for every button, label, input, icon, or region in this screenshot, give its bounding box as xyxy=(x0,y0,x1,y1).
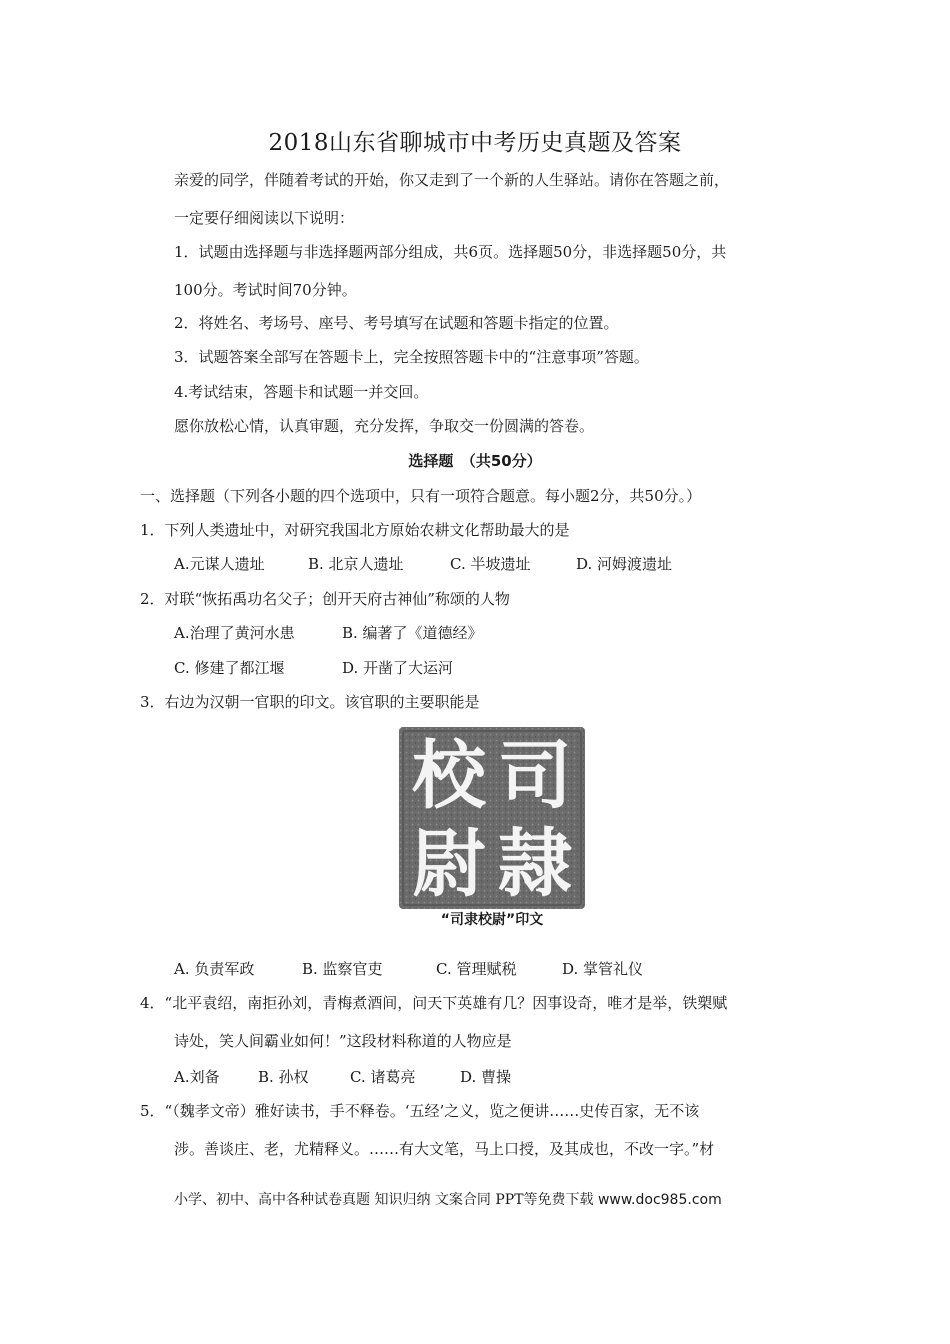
q1-option-a: A.元谋人遗址 xyxy=(174,555,265,573)
seal-caption: “司隶校尉”印文 xyxy=(440,912,544,928)
q3-option-a: A. 负责军政 xyxy=(174,960,255,978)
q3-stem: 3．右边为汉朝一官职的印文。该官职的主要职能是 xyxy=(140,693,480,711)
q5-line-1: 5．“（魏孝文帝）雅好读书，手不释卷。‘五经’之义，览之便讲……史传百家，无不该 xyxy=(140,1102,700,1120)
intro-line-1: 亲爱的同学，伴随着考试的开始，你又走到了一个新的人生驿站。请你在答题之前， xyxy=(174,171,730,189)
q3-option-d: D. 掌管礼仪 xyxy=(562,960,644,978)
q1-option-d: D. 河姆渡遗址 xyxy=(576,555,673,573)
seal-char-si: 司 xyxy=(498,733,572,819)
q3-options xyxy=(174,959,643,979)
seal-char-xiao: 校 xyxy=(412,733,486,819)
seal-figure xyxy=(399,727,585,929)
q1-option-b: B. 北京人遗址 xyxy=(308,555,404,573)
seal-char-wei: 尉 xyxy=(412,821,486,907)
q3-option-c: C. 管理赋税 xyxy=(436,960,517,978)
q2-option-c: C. 修建了都江堰 xyxy=(174,659,285,677)
q2-options-cd xyxy=(174,658,453,678)
footer xyxy=(174,1190,722,1210)
q4-option-c: C. 诸葛亮 xyxy=(350,1068,416,1086)
rule-3: 3．试题答案全部写在答题卡上，完全按照答题卡中的“注意事项”答题。 xyxy=(174,348,649,366)
q2-options-ab xyxy=(174,623,483,643)
rule-1a: 1．试题由选择题与非选择题两部分组成，共6页。选择题50分，非选择题50分，共 xyxy=(174,243,727,261)
part-header: 一、选择题（下列各小题的四个选项中，只有一项符合题意。每小题2分，共50分。） xyxy=(140,487,702,505)
q2-option-a: A.治理了黄河水患 xyxy=(174,624,295,642)
q4-line-2: 诗处，笑人间霸业如何！”这段材料称道的人物应是 xyxy=(174,1032,512,1050)
q4-line-1: 4．“北平袁绍，南拒孙刘，青梅煮酒间，问天下英雄有几？因事设奇，唯才是举，铁槊赋 xyxy=(140,994,728,1012)
q2-option-d: D. 开凿了大运河 xyxy=(342,659,454,677)
q1-options xyxy=(174,554,672,574)
seal-char-li: 隷 xyxy=(498,821,572,907)
rule-4: 4.考试结束，答题卡和试题一并交回。 xyxy=(174,383,429,401)
section-title: 选择题 （共50分） xyxy=(408,452,542,470)
wish-line: 愿你放松心情，认真审题，充分发挥，争取交一份圆满的答卷。 xyxy=(174,417,595,435)
q1-stem: 1．下列人类遗址中，对研究我国北方原始农耕文化帮助最大的是 xyxy=(140,521,570,539)
document-title: 2018山东省聊城市中考历史真题及答案 xyxy=(268,130,682,156)
q4-option-d: D. 曹操 xyxy=(460,1068,512,1086)
rule-1b: 100分。考试时间70分钟。 xyxy=(174,281,357,299)
q2-stem: 2．对联“恢拓禹功名父子；创开天府古神仙”称颂的人物 xyxy=(140,590,510,608)
q4-option-b: B. 孙权 xyxy=(258,1068,309,1086)
q2-option-b: B. 编著了《道德经》 xyxy=(342,624,483,642)
q4-option-a: A.刘备 xyxy=(174,1068,220,1086)
footer-text: 小学、初中、高中各种试卷真题 知识归纳 文案合同 PPT等免费下载 xyxy=(174,1192,594,1208)
seal-image xyxy=(399,727,585,909)
q4-options xyxy=(174,1067,511,1087)
q3-option-b: B. 监察官吏 xyxy=(302,960,383,978)
q1-option-c: C. 半坡遗址 xyxy=(450,555,531,573)
footer-link[interactable]: www.doc985.com xyxy=(597,1192,722,1208)
intro-line-2: 一定要仔细阅读以下说明： xyxy=(174,209,355,227)
rule-2: 2．将姓名、考场号、座号、考号填写在试题和答题卡指定的位置。 xyxy=(174,314,619,332)
q5-line-2: 涉。善谈庄、老，尤精释义。……有大文笔，马上口授，及其成也，不改一字。”材 xyxy=(174,1140,715,1158)
